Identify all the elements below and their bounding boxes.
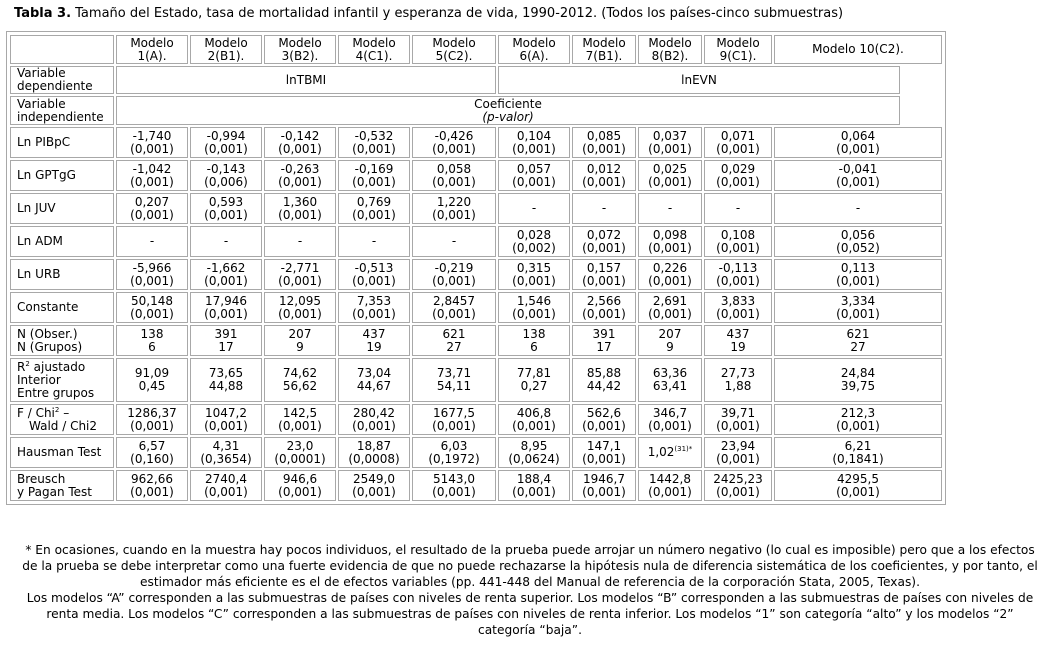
- value-cell: 391 17: [190, 325, 262, 356]
- value-cell: 391 17: [572, 325, 636, 356]
- value-cell: -: [190, 226, 262, 257]
- value-cell: 138 6: [116, 325, 188, 356]
- value-cell: -: [572, 193, 636, 224]
- value-cell: 437 19: [338, 325, 410, 356]
- value-cell: 0,108 (0,001): [704, 226, 772, 257]
- value-cell: 18,87 (0,0008): [338, 437, 410, 468]
- row-label: $R^2$ ajustado Interior Entre grupos: [10, 358, 114, 402]
- row-f-chi2: [10, 404, 942, 435]
- footnote-asterisk: * En ocasiones, cuando en la muestra hay pocos individuos, el resultado de la prueba puede arrojar un número negativo (lo cual es imposible) pero que a los efectos de la prueba se debe interpretar como una fuerte evidencia de que no puede rechazarse la hipótesis nula de diferencia sistemática de los coeficientes, y por tanto, el estimador más eficiente es el de efectos variables (pp. 441-448 del Manual de referencia de la corporación Stata, 2005, Texas).: [22, 543, 1038, 589]
- value-cell: -: [498, 193, 570, 224]
- value-cell: 0,769 (0,001): [338, 193, 410, 224]
- value-cell: 0,064 (0,001): [774, 127, 942, 158]
- value-cell: 346,7 (0,001): [638, 404, 702, 435]
- value-cell: 0,071 (0,001): [704, 127, 772, 158]
- value-cell: 406,8 (0,001): [498, 404, 570, 435]
- row-label: Ln ADM: [10, 226, 114, 257]
- value-cell: 2425,23 (0,001): [704, 470, 772, 501]
- independent-var-label: Variable independiente: [10, 96, 114, 125]
- row-ln-urb: [10, 259, 942, 290]
- value-cell: 962,66 (0,001): [116, 470, 188, 501]
- value-cell: -0,142 (0,001): [264, 127, 336, 158]
- value-cell: -0,219 (0,001): [412, 259, 496, 290]
- value-cell: 147,1 (0,001): [572, 437, 636, 468]
- value-cell: 1,220 (0,001): [412, 193, 496, 224]
- value-cell: 23,0 (0,0001): [264, 437, 336, 468]
- value-cell: -0,041 (0,001): [774, 160, 942, 191]
- value-cell: 207 9: [264, 325, 336, 356]
- value-cell: 27,73 1,88: [704, 358, 772, 402]
- value-cell: -0,113 (0,001): [704, 259, 772, 290]
- value-cell: 5143,0 (0,001): [412, 470, 496, 501]
- row-label: N (Obser.) N (Grupos): [10, 325, 114, 356]
- model-header: Modelo 7(B1).: [572, 35, 636, 64]
- value-cell: 4,31 (0,3654): [190, 437, 262, 468]
- row-breusch-pagan: [10, 470, 942, 501]
- value-cell: 39,71 (0,001): [704, 404, 772, 435]
- value-cell: -1,042 (0,001): [116, 160, 188, 191]
- value-cell: 0,025 (0,001): [638, 160, 702, 191]
- value-cell: 73,71 54,11: [412, 358, 496, 402]
- value-cell: 63,36 63,41: [638, 358, 702, 402]
- dependent-var-lnevn: lnEVN: [498, 66, 900, 94]
- value-cell: 1946,7 (0,001): [572, 470, 636, 501]
- value-cell: -: [412, 226, 496, 257]
- row-r2: [10, 358, 942, 402]
- value-cell: 621 27: [412, 325, 496, 356]
- value-cell: 6,57 (0,160): [116, 437, 188, 468]
- row-label: Hausman Test: [10, 437, 114, 468]
- model-header: Modelo 4(C1).: [338, 35, 410, 64]
- row-ln-juv: [10, 193, 942, 224]
- value-cell: -: [116, 226, 188, 257]
- value-cell: -0,532 (0,001): [338, 127, 410, 158]
- value-cell: 8,95 (0,0624): [498, 437, 570, 468]
- value-cell: 0,037 (0,001): [638, 127, 702, 158]
- row-ln-pibpc: [10, 127, 942, 158]
- value-cell: -0,263 (0,001): [264, 160, 336, 191]
- value-cell: -1,740 (0,001): [116, 127, 188, 158]
- value-cell: 77,81 0,27: [498, 358, 570, 402]
- value-cell: 2,8457 (0,001): [412, 292, 496, 323]
- value-cell: 0,104 (0,001): [498, 127, 570, 158]
- value-cell: -2,771 (0,001): [264, 259, 336, 290]
- value-cell: -0,426 (0,001): [412, 127, 496, 158]
- table-number: Tabla 3.: [14, 6, 72, 21]
- row-label: Breusch y Pagan Test: [10, 470, 114, 501]
- value-cell: 24,84 39,75: [774, 358, 942, 402]
- value-cell: -0,169 (0,001): [338, 160, 410, 191]
- value-cell: 2549,0 (0,001): [338, 470, 410, 501]
- value-cell: 0,113 (0,001): [774, 259, 942, 290]
- dependent-var-label: Variable dependiente: [10, 66, 114, 94]
- value-cell: 2740,4 (0,001): [190, 470, 262, 501]
- row-label: Constante: [10, 292, 114, 323]
- value-cell: 0,315 (0,001): [498, 259, 570, 290]
- value-cell: 17,946 (0,001): [190, 292, 262, 323]
- value-cell: -: [704, 193, 772, 224]
- value-cell: 4295,5 (0,001): [774, 470, 942, 501]
- value-cell: 1,360 (0,001): [264, 193, 336, 224]
- value-cell: 437 19: [704, 325, 772, 356]
- value-cell: 1047,2 (0,001): [190, 404, 262, 435]
- value-cell: 1677,5 (0,001): [412, 404, 496, 435]
- footnote-models: Los modelos “A” corresponden a las submuestras de países con niveles de renta superior. Los modelos “B” corresponden a las submuestras de países con niveles de renta media. Los modelos “C” corresponden a las submuestras de países con niveles de renta inferior. Los modelos “1” son categoría “alto” y los modelos “2” categoría “baja”.: [26, 591, 1034, 637]
- value-cell: -0,143 (0,006): [190, 160, 262, 191]
- value-cell: -0,513 (0,001): [338, 259, 410, 290]
- header-empty-cell: [10, 35, 114, 64]
- value-cell: 1442,8 (0,001): [638, 470, 702, 501]
- table-body: [10, 35, 942, 501]
- table-caption: Tamaño del Estado, tasa de mortalidad infantil y esperanza de vida, 1990-2012. (Todos los países-cinco submuestras): [71, 6, 844, 21]
- value-cell: 212,3 (0,001): [774, 404, 942, 435]
- value-cell: 138 6: [498, 325, 570, 356]
- value-cell: 280,42 (0,001): [338, 404, 410, 435]
- value-cell: 0,226 (0,001): [638, 259, 702, 290]
- model-header: Modelo 8(B2).: [638, 35, 702, 64]
- row-label: Ln URB: [10, 259, 114, 290]
- value-cell: 142,5 (0,001): [264, 404, 336, 435]
- table-title: [14, 6, 843, 21]
- value-cell: 6,03 (0,1972): [412, 437, 496, 468]
- value-cell: 74,62 56,62: [264, 358, 336, 402]
- value-cell: 0,085 (0,001): [572, 127, 636, 158]
- row-ln-adm: [10, 226, 942, 257]
- value-cell: -1,662 (0,001): [190, 259, 262, 290]
- value-cell: 0,057 (0,001): [498, 160, 570, 191]
- model-header: Modelo 9(C1).: [704, 35, 772, 64]
- value-cell: 3,833 (0,001): [704, 292, 772, 323]
- results-table-frame: [6, 31, 946, 505]
- value-cell: 0,098 (0,001): [638, 226, 702, 257]
- footnote: [16, 542, 1044, 638]
- value-cell: 0,056 (0,052): [774, 226, 942, 257]
- value-cell: 7,353 (0,001): [338, 292, 410, 323]
- value-cell: 6,21 (0,1841): [774, 437, 942, 468]
- model-header: Modelo 3(B2).: [264, 35, 336, 64]
- value-cell: 1286,37 (0,001): [116, 404, 188, 435]
- value-cell: 2,691 (0,001): [638, 292, 702, 323]
- independent-var-row: [10, 96, 942, 125]
- value-cell: 0,072 (0,001): [572, 226, 636, 257]
- value-cell: 0,029 (0,001): [704, 160, 772, 191]
- coefficient-header: Coeficiente (p-valor): [116, 96, 900, 125]
- value-cell: 562,6 (0,001): [572, 404, 636, 435]
- header-row: [10, 35, 942, 64]
- value-cell: 0,593 (0,001): [190, 193, 262, 224]
- value-cell: 73,65 44,88: [190, 358, 262, 402]
- row-constante: [10, 292, 942, 323]
- value-cell: 0,207 (0,001): [116, 193, 188, 224]
- value-cell: 12,095 (0,001): [264, 292, 336, 323]
- value-cell: 0,157 (0,001): [572, 259, 636, 290]
- row-hausman: [10, 437, 942, 468]
- dependent-var-lntbmi: lnTBMI: [116, 66, 496, 94]
- value-cell: 207 9: [638, 325, 702, 356]
- value-cell: $1,02^{(31)*}$: [638, 437, 702, 468]
- value-cell: 621 27: [774, 325, 942, 356]
- value-cell: -: [774, 193, 942, 224]
- model-header: Modelo 6(A).: [498, 35, 570, 64]
- value-cell: 50,148 (0,001): [116, 292, 188, 323]
- value-cell: -: [338, 226, 410, 257]
- value-cell: 946,6 (0,001): [264, 470, 336, 501]
- value-cell: 73,04 44,67: [338, 358, 410, 402]
- row-label: Ln PIBpC: [10, 127, 114, 158]
- model-header: Modelo 5(C2).: [412, 35, 496, 64]
- value-cell: 91,09 0,45: [116, 358, 188, 402]
- row-label: Ln GPTgG: [10, 160, 114, 191]
- model-header: Modelo 2(B1).: [190, 35, 262, 64]
- value-cell: -: [264, 226, 336, 257]
- model-header: Modelo 1(A).: [116, 35, 188, 64]
- value-cell: 1,546 (0,001): [498, 292, 570, 323]
- value-cell: 0,012 (0,001): [572, 160, 636, 191]
- value-cell: 3,334 (0,001): [774, 292, 942, 323]
- value-cell: -0,994 (0,001): [190, 127, 262, 158]
- row-label: F / Chi$^2$ – Wald / Chi2: [10, 404, 114, 435]
- value-cell: -5,966 (0,001): [116, 259, 188, 290]
- row-label: Ln JUV: [10, 193, 114, 224]
- value-cell: 0,058 (0,001): [412, 160, 496, 191]
- dependent-var-row: [10, 66, 942, 94]
- model-header: Modelo 10(C2).: [774, 35, 942, 64]
- value-cell: -: [638, 193, 702, 224]
- row-ln-gptgg: [10, 160, 942, 191]
- results-table: [8, 33, 944, 503]
- value-cell: 0,028 (0,002): [498, 226, 570, 257]
- value-cell: 85,88 44,42: [572, 358, 636, 402]
- value-cell: 188,4 (0,001): [498, 470, 570, 501]
- row-n: [10, 325, 942, 356]
- value-cell: 23,94 (0,001): [704, 437, 772, 468]
- value-cell: 2,566 (0,001): [572, 292, 636, 323]
